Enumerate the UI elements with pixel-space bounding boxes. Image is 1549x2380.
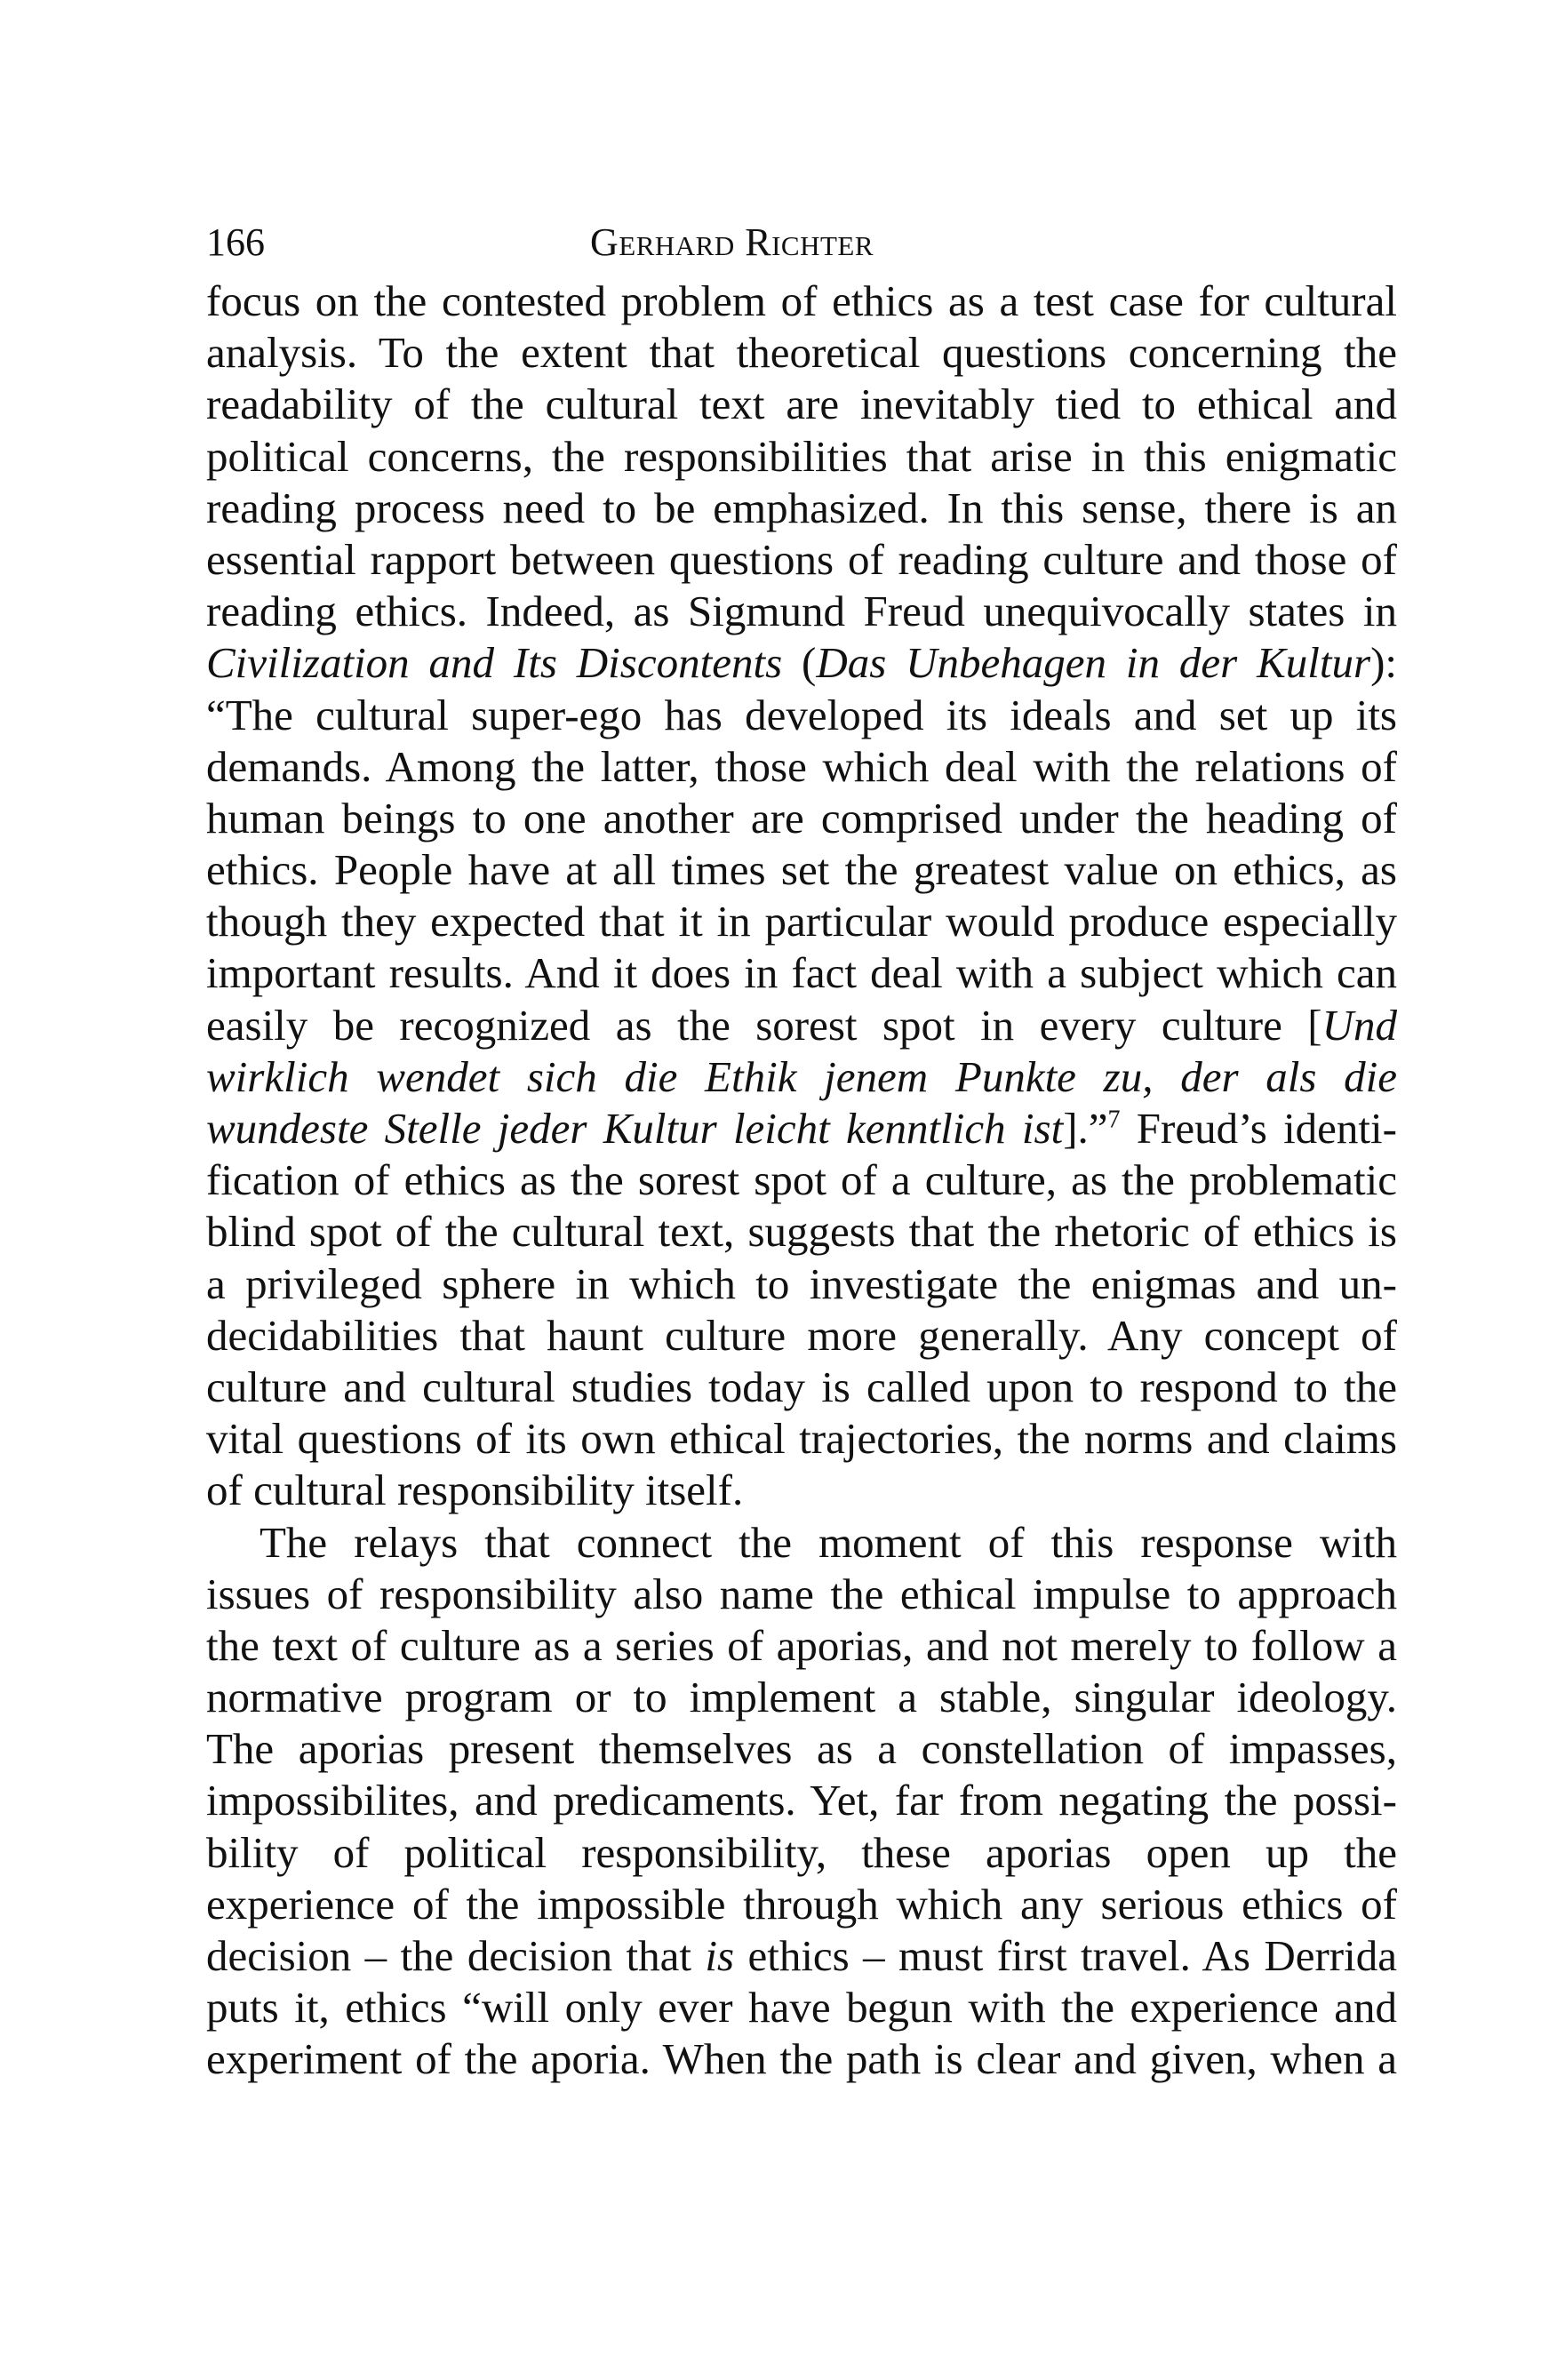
- book-title-german: Das Unbehagen in der Kultur: [816, 638, 1371, 688]
- text-line: readability of the cultural text are inevitably tied to ethical and: [206, 379, 1397, 429]
- text-line: human beings to one another are comprised under the heading of: [206, 793, 1397, 843]
- text-line: normative program or to implement a stable, singular ideology.: [206, 1673, 1397, 1722]
- text-line: of cultural responsibility itself.: [206, 1466, 744, 1515]
- text-span: ):: [1370, 638, 1397, 688]
- paragraph-start-line: The relays that connect the moment of this response with: [259, 1517, 1397, 1567]
- text-span: ethics – must first travel. As Derrida: [734, 1931, 1397, 1980]
- text-line-german-quote: wirklich wendet sich die Ethik jenem Punkte zu, der als die: [206, 1051, 1397, 1101]
- text-line: experiment of the aporia. When the path is clear and given, when a: [206, 2034, 1397, 2084]
- text-span: (: [782, 638, 817, 688]
- text-line: bility of political responsibility, these aporias open up the: [206, 1827, 1397, 1877]
- text-line: reading ethics. Indeed, as Sigmund Freud unequivocally states in: [206, 587, 1397, 636]
- text-line: vital questions of its own ethical trajectories, the norms and claims: [206, 1414, 1397, 1464]
- text-line: a privileged sphere in which to investigate the enigmas and un-: [206, 1258, 1397, 1308]
- text-line: focus on the contested problem of ethics as a test case for cultural: [206, 276, 1397, 325]
- text-span: easily be recognized as the sorest spot in every culture [: [206, 1000, 1322, 1050]
- text-line: experience of the impossible through which any serious ethics of: [206, 1879, 1397, 1929]
- text-line: [206, 637, 1397, 689]
- text-line: political concerns, the responsibilities that arise in this enigmatic: [206, 431, 1397, 481]
- text-line: puts it, ethics “will only ever have begun with the experience and: [206, 1983, 1397, 2033]
- text-line: analysis. To the extent that theoretical questions concerning the: [206, 328, 1397, 378]
- text-line: fication of ethics as the sorest spot of a culture, as the problematic: [206, 1155, 1397, 1205]
- text-line: ethics. People have at all times set the greatest value on ethics, as: [206, 845, 1397, 895]
- text-line: blind spot of the cultural text, suggests that the rhetoric of ethics is: [206, 1207, 1397, 1257]
- page-header: [206, 212, 1397, 274]
- footnote-marker[interactable]: 7: [1107, 1106, 1121, 1134]
- text-span: ].”: [1063, 1104, 1108, 1153]
- text-line: important results. And it does in fact deal with a subject which can: [206, 948, 1397, 998]
- text-line: [206, 1103, 1397, 1154]
- text-line: reading process need to be emphasized. In this sense, there is an: [206, 483, 1397, 532]
- text-line: though they expected that it in particular would produce especially: [206, 897, 1397, 946]
- text-span: Freud’s identi-: [1120, 1104, 1397, 1153]
- text-line: issues of responsibility also name the ethical impulse to approach: [206, 1569, 1397, 1618]
- body-text: [206, 276, 1397, 2086]
- text-line: demands. Among the latter, those which deal with the relations of: [206, 741, 1397, 791]
- german-quote: wundeste Stelle jeder Kultur leicht kenntlich ist: [206, 1104, 1064, 1153]
- running-head: Gerhard Richter: [590, 220, 874, 264]
- text-line: essential rapport between questions of reading culture and those of: [206, 534, 1397, 584]
- german-quote: Und: [1321, 1000, 1397, 1050]
- text-line: The aporias present themselves as a constellation of impasses,: [206, 1724, 1397, 1774]
- text-line: impossibilites, and predicaments. Yet, far from negating the possi-: [206, 1776, 1397, 1825]
- text-span: decision – the decision that: [206, 1931, 706, 1980]
- text-line: the text of culture as a series of aporias, and not merely to follow a: [206, 1620, 1397, 1670]
- page-number: 166: [206, 220, 265, 264]
- text-line: “The cultural super-ego has developed its ideals and set up its: [206, 690, 1397, 739]
- book-title-english: Civilization and Its Discontents: [206, 638, 783, 688]
- text-line: [206, 1930, 1397, 1982]
- text-line: [206, 1000, 1397, 1051]
- emphasis: is: [705, 1931, 735, 1980]
- text-line: culture and cultural studies today is called upon to respond to the: [206, 1362, 1397, 1411]
- text-line: decidabilities that haunt culture more generally. Any concept of: [206, 1310, 1397, 1360]
